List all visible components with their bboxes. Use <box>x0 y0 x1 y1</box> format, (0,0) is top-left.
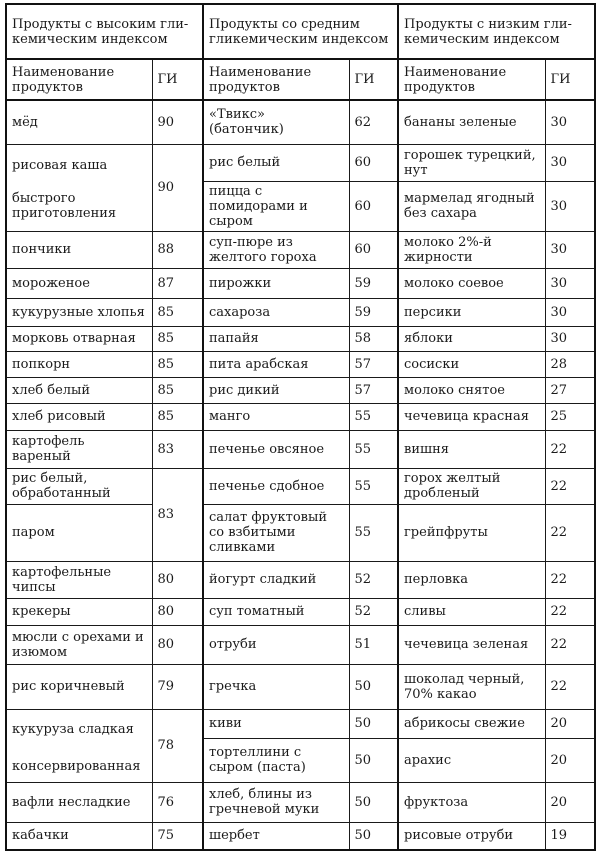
medium-product: папайя <box>203 326 349 351</box>
group-header-high: Продукты с высоким гли-кемическим индексом <box>6 4 203 59</box>
low-gi: 30 <box>545 231 595 268</box>
medium-product: хлеб, блины из гречневой муки <box>203 782 349 822</box>
high-product: картофельные чипсы <box>6 561 152 598</box>
table-row <box>6 100 595 144</box>
low-product: яблоки <box>398 326 545 351</box>
high-product: мороженое <box>6 268 152 298</box>
low-product: чечевица красная <box>398 403 545 430</box>
high-gi: 85 <box>152 326 203 351</box>
low-product: перловка <box>398 561 545 598</box>
high-product: кукурузные хлопья <box>6 298 152 326</box>
high-product: попкорн <box>6 351 152 377</box>
medium-gi: 50 <box>349 782 398 822</box>
low-gi: 30 <box>545 268 595 298</box>
low-product: фруктоза <box>398 782 545 822</box>
high-product: мюсли с орехами и изюмом <box>6 625 152 664</box>
high-product-line2: консервированная <box>12 758 141 774</box>
high-gi: 83 <box>152 468 203 561</box>
high-gi: 80 <box>152 561 203 598</box>
table-row <box>6 625 595 664</box>
high-product: морковь отварная <box>6 326 152 351</box>
low-gi: 27 <box>545 377 595 403</box>
col-header-gi-high: ГИ <box>152 59 203 100</box>
medium-gi: 55 <box>349 504 398 561</box>
table-row <box>6 664 595 709</box>
high-gi: 78 <box>152 709 203 782</box>
table-row <box>6 231 595 268</box>
high-product-line2: быстрого приготовления <box>12 191 117 221</box>
low-gi: 30 <box>545 100 595 144</box>
col-header-name-low: Наименование продуктов <box>398 59 545 100</box>
table-row <box>6 377 595 403</box>
low-product: чечевица зеленая <box>398 625 545 664</box>
high-product: крекеры <box>6 598 152 625</box>
table-row <box>6 782 595 822</box>
table-row <box>6 822 595 850</box>
medium-gi: 50 <box>349 709 398 738</box>
table-row <box>6 403 595 430</box>
high-gi: 85 <box>152 377 203 403</box>
medium-gi: 57 <box>349 377 398 403</box>
medium-product: киви <box>203 709 349 738</box>
high-product <box>6 144 152 231</box>
low-product: горох желтый дробленый <box>398 468 545 504</box>
medium-product: гречка <box>203 664 349 709</box>
high-gi: 75 <box>152 822 203 850</box>
medium-product: суп-пюре из желтого гороха <box>203 231 349 268</box>
medium-gi: 60 <box>349 181 398 231</box>
table-row <box>6 709 595 738</box>
table-row <box>6 598 595 625</box>
medium-product: печенье сдобное <box>203 468 349 504</box>
low-gi: 20 <box>545 738 595 782</box>
table-row <box>6 351 595 377</box>
group-header-medium: Продукты со средним гликемическим индексом <box>203 4 398 59</box>
low-gi: 22 <box>545 598 595 625</box>
medium-gi: 51 <box>349 625 398 664</box>
medium-product: тортеллини с сыром (паста) <box>203 738 349 782</box>
high-gi: 85 <box>152 298 203 326</box>
medium-product: «Твикс» (батончик) <box>203 100 349 144</box>
low-gi: 22 <box>545 468 595 504</box>
low-gi: 22 <box>545 625 595 664</box>
low-product: молоко соевое <box>398 268 545 298</box>
medium-gi: 50 <box>349 738 398 782</box>
high-gi: 88 <box>152 231 203 268</box>
medium-gi: 55 <box>349 430 398 468</box>
col-header-name-high: Наименование продуктов <box>6 59 152 100</box>
table-row <box>6 468 595 504</box>
low-product: арахис <box>398 738 545 782</box>
table-row <box>6 298 595 326</box>
high-product: рис коричневый <box>6 664 152 709</box>
medium-gi: 59 <box>349 268 398 298</box>
table-row <box>6 430 595 468</box>
low-product: шоколад черный, 70% какао <box>398 664 545 709</box>
medium-product: пита арабская <box>203 351 349 377</box>
col-header-gi-medium: ГИ <box>349 59 398 100</box>
low-product: молоко 2%-й жирности <box>398 231 545 268</box>
medium-product: пицца с помидорами и сыром <box>203 181 349 231</box>
medium-gi: 55 <box>349 468 398 504</box>
low-gi: 20 <box>545 709 595 738</box>
medium-product: пирожки <box>203 268 349 298</box>
high-product: рис белый, обработанный <box>6 468 152 504</box>
medium-product: сахароза <box>203 298 349 326</box>
table-row <box>6 504 595 561</box>
medium-gi: 58 <box>349 326 398 351</box>
low-product: абрикосы свежие <box>398 709 545 738</box>
col-header-name-medium: Наименование продуктов <box>203 59 349 100</box>
high-product-line1: кукуруза сладкая <box>12 721 134 737</box>
group-header-low: Продукты с низким гли-кемическим индексом <box>398 4 595 59</box>
medium-product: печенье овсяное <box>203 430 349 468</box>
medium-product: отруби <box>203 625 349 664</box>
high-product-line1: рисовая каша <box>12 158 108 173</box>
low-gi: 30 <box>545 144 595 181</box>
medium-gi: 60 <box>349 231 398 268</box>
high-gi: 90 <box>152 144 203 231</box>
high-product: картофель вареный <box>6 430 152 468</box>
medium-product: салат фруктовый со взбитыми сливками <box>203 504 349 561</box>
medium-product: рис дикий <box>203 377 349 403</box>
high-gi: 83 <box>152 430 203 468</box>
low-product: молоко снятое <box>398 377 545 403</box>
high-product: вафли несладкие <box>6 782 152 822</box>
high-gi: 79 <box>152 664 203 709</box>
low-product: горошек турецкий, нут <box>398 144 545 181</box>
low-gi: 19 <box>545 822 595 850</box>
low-product: вишня <box>398 430 545 468</box>
high-gi: 87 <box>152 268 203 298</box>
high-gi: 85 <box>152 351 203 377</box>
high-product: хлеб белый <box>6 377 152 403</box>
high-gi: 90 <box>152 100 203 144</box>
medium-product: манго <box>203 403 349 430</box>
low-product: грейпфруты <box>398 504 545 561</box>
medium-product: шербет <box>203 822 349 850</box>
low-gi: 22 <box>545 561 595 598</box>
medium-product: суп томатный <box>203 598 349 625</box>
medium-product: йогурт сладкий <box>203 561 349 598</box>
medium-gi: 57 <box>349 351 398 377</box>
high-product: хлеб рисовый <box>6 403 152 430</box>
table-row <box>6 268 595 298</box>
table-row <box>6 326 595 351</box>
low-product: сливы <box>398 598 545 625</box>
low-gi: 22 <box>545 664 595 709</box>
low-gi: 30 <box>545 181 595 231</box>
table-row <box>6 144 595 181</box>
low-gi: 28 <box>545 351 595 377</box>
high-gi: 80 <box>152 598 203 625</box>
high-product: мёд <box>6 100 152 144</box>
high-product: пончики <box>6 231 152 268</box>
medium-gi: 60 <box>349 144 398 181</box>
medium-gi: 55 <box>349 403 398 430</box>
low-product: персики <box>398 298 545 326</box>
medium-gi: 52 <box>349 561 398 598</box>
glycemic-index-table <box>5 3 596 851</box>
low-product: сосиски <box>398 351 545 377</box>
low-gi: 22 <box>545 504 595 561</box>
medium-gi: 50 <box>349 664 398 709</box>
low-gi: 20 <box>545 782 595 822</box>
medium-gi: 50 <box>349 822 398 850</box>
col-header-gi-low: ГИ <box>545 59 595 100</box>
high-gi: 85 <box>152 403 203 430</box>
high-product <box>6 709 152 782</box>
medium-gi: 59 <box>349 298 398 326</box>
table-row <box>6 561 595 598</box>
low-gi: 30 <box>545 298 595 326</box>
medium-gi: 62 <box>349 100 398 144</box>
low-product: мармелад ягодный без сахара <box>398 181 545 231</box>
medium-product: рис белый <box>203 144 349 181</box>
low-gi: 30 <box>545 326 595 351</box>
low-gi: 22 <box>545 430 595 468</box>
low-gi: 25 <box>545 403 595 430</box>
low-product: бананы зеленые <box>398 100 545 144</box>
high-product: паром <box>6 504 152 561</box>
high-product: кабачки <box>6 822 152 850</box>
high-gi: 76 <box>152 782 203 822</box>
low-product: рисовые отруби <box>398 822 545 850</box>
medium-gi: 52 <box>349 598 398 625</box>
high-gi: 80 <box>152 625 203 664</box>
